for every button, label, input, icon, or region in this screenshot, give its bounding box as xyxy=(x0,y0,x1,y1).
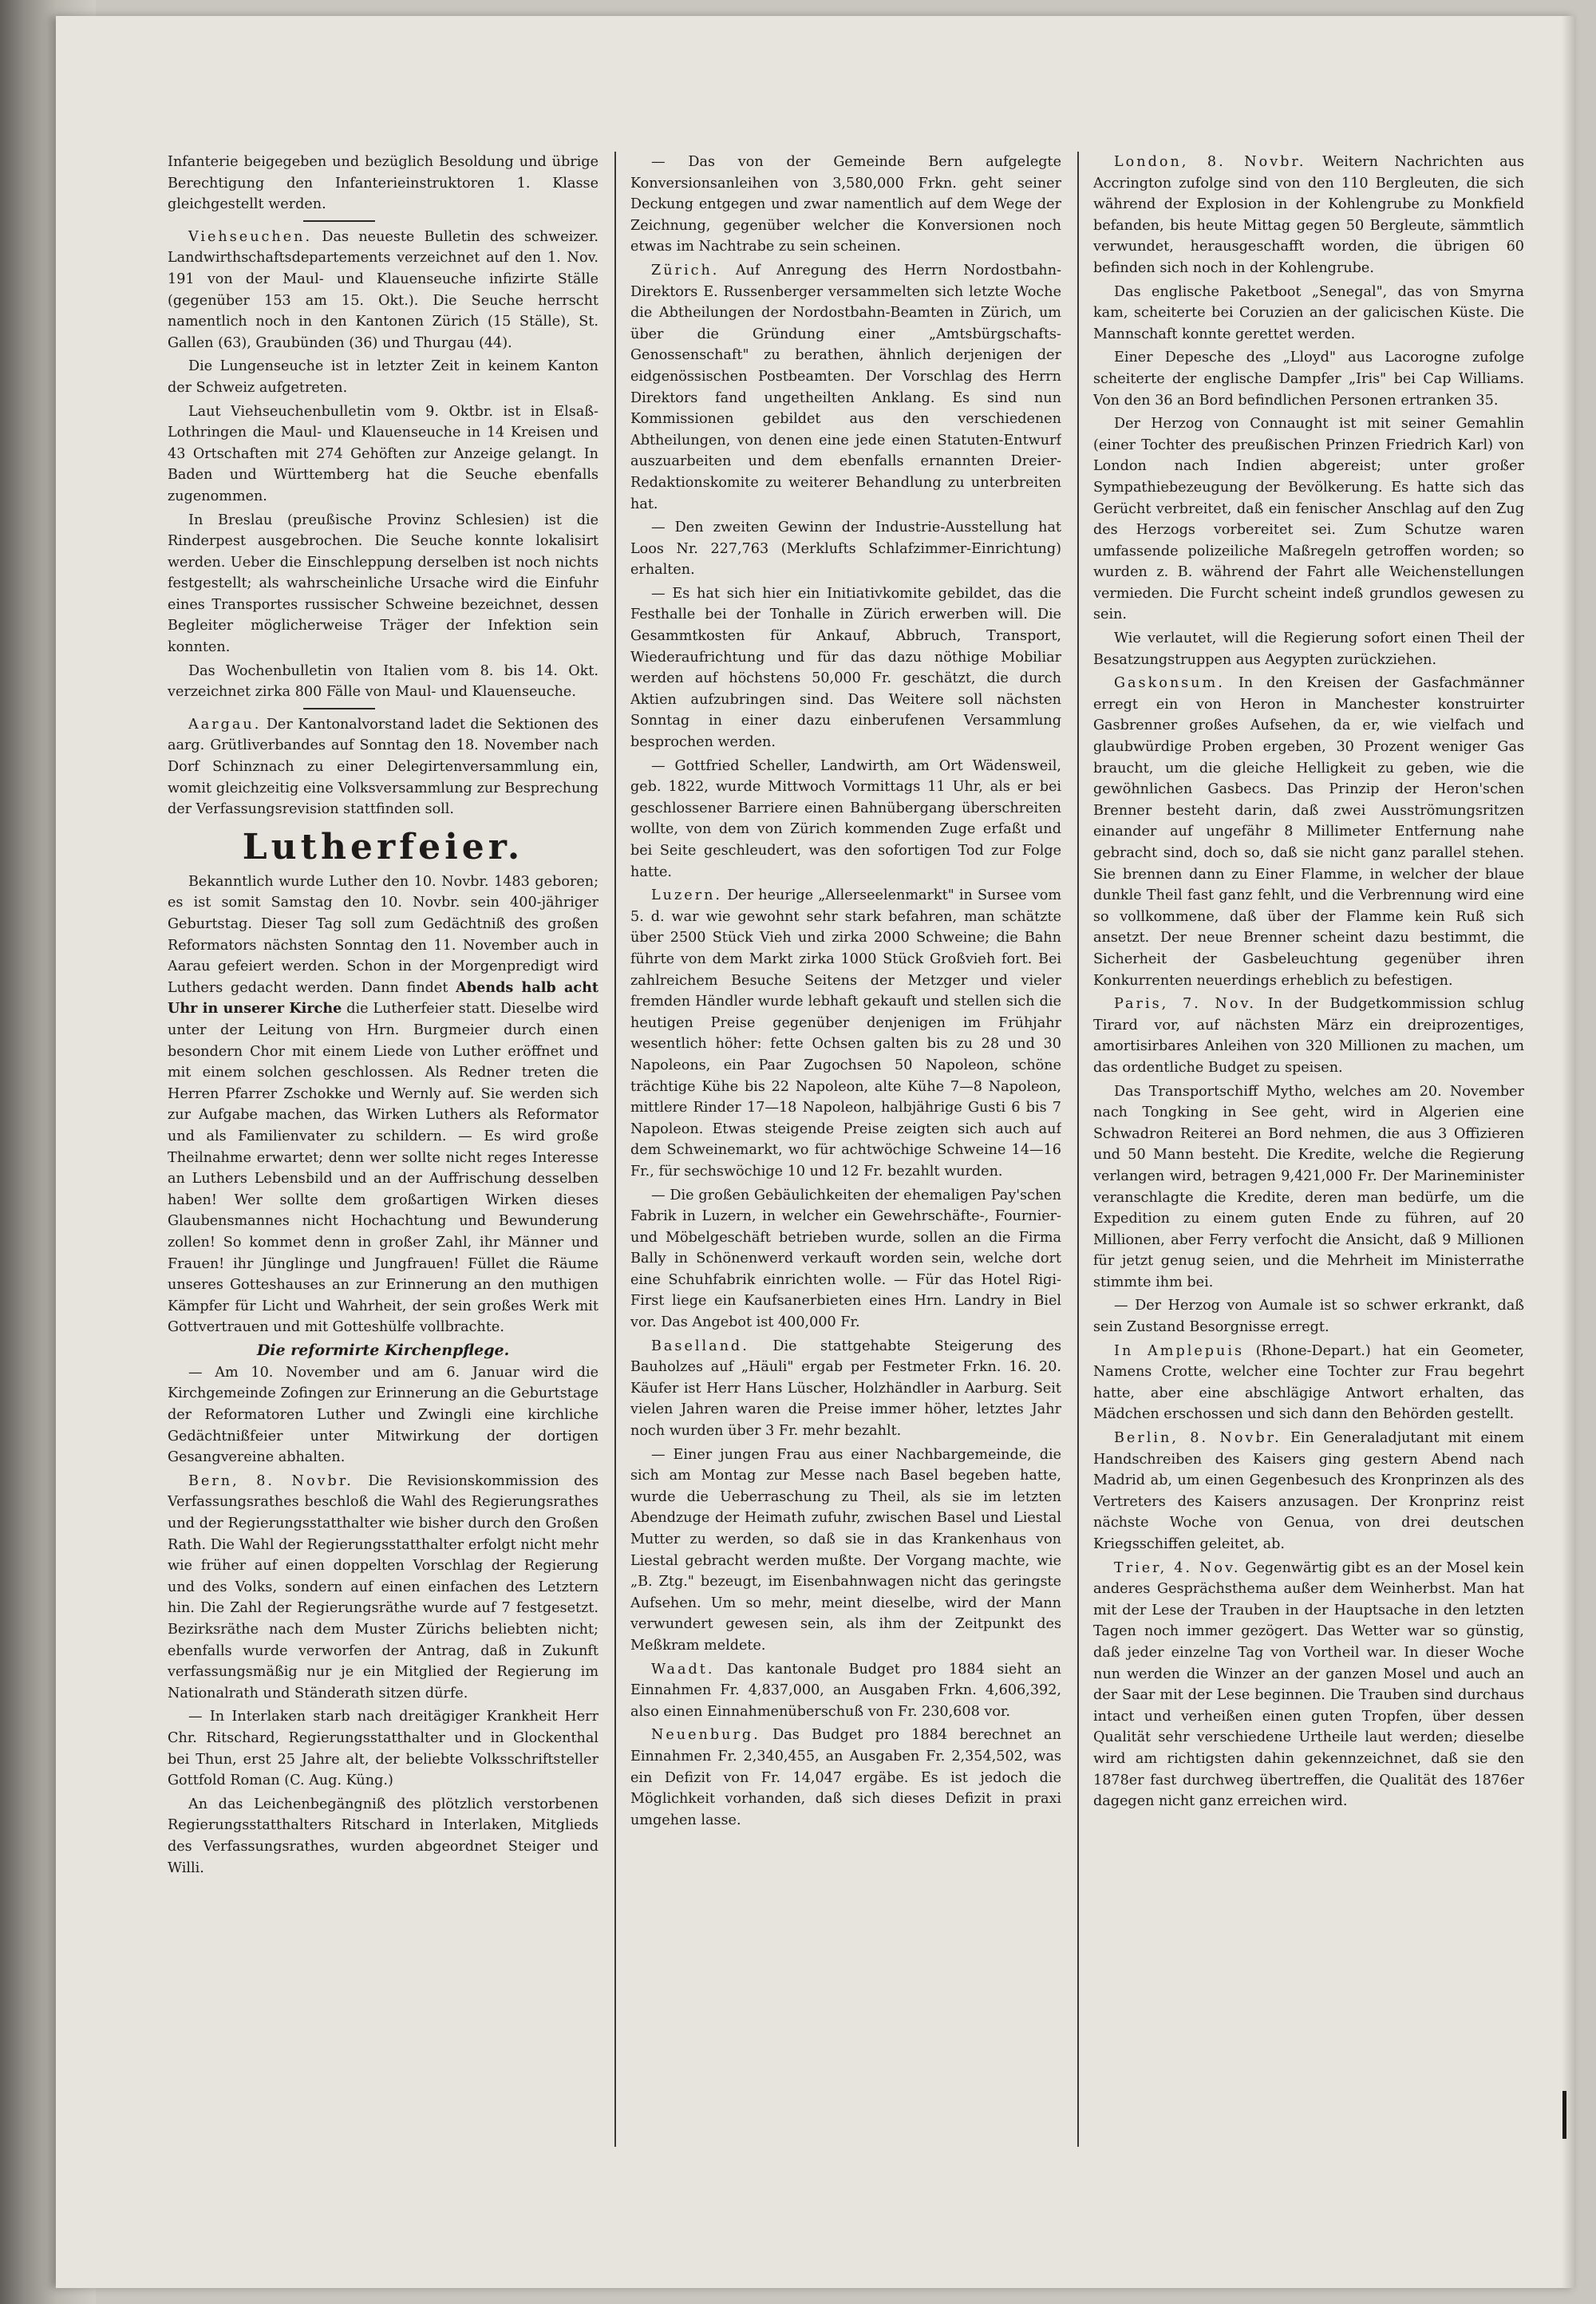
article-text: In den Kreisen der Gasfachmänner erregt ein von Heron in Manchester konstruirter Gasbrenner großes Aufsehen, da er, wie vielfach und glaubwürdige Proben ergeben, 30 Prozent weniger Gas braucht, um die gleiche Helligkeit zu geben, wie die gewöhnlichen Gasbecs. Das Prinzip der Heron'schen Brenner besteht darin, daß zwei Ausströmungsritzen einander auf ungefähr 8 Millimeter Entfernung nahe gebracht sind, doch so, daß sie nicht ganz parallel stehen. Sie brennen dann zu Einer Flamme, in welcher der blaue dunkle Theil fast ganz fehlt, und die Verbrennung wird eine so vollkommene, daß über der Flamme kein Ruß sich ansetzt. Der neue Brenner scheint dazu bestimmt, die Sicherheit der Gasbeleuchtung gegenüber ihren Konkurrenten neuerdings erheblich zu befestigen. xyxy=(1093,675,1524,989)
article-text: Das Budget pro 1884 berechnet an Einnahmen Fr. 2,340,455, an Ausgaben Fr. 2,354,502, was ein Defizit von Fr. 14,047 ergäbe. Es ist jedoch die Möglichkeit vorhanden, daß sich dieses Defizit in praxi umgehen lasse. xyxy=(630,1727,1061,1828)
dateline: Bern, 8. Novbr. xyxy=(188,1472,354,1489)
dateline: Zürich. xyxy=(651,262,720,279)
article-text: Weitern Nachrichten aus Accrington zufolge sind von den 110 Bergleuten, die sich während der Explosion in der Kohlengrube zu Monkfield befanden, bis heute Mittag gegen 50 Bergleute, sämmtlich verwundet, herausgeschafft worden, die übrigen 60 befinden sich noch in der Kohlengrube. xyxy=(1093,154,1524,276)
column-rule-1 xyxy=(614,152,616,2147)
article-italien: Das Wochenbulletin von Italien vom 8. bis 14. Okt. verzeichnet zirka 800 Fälle von Maul- und Klauenseuche. xyxy=(168,662,598,701)
article-text: (Rhone-Depart.) hat ein Geometer, Namens Crotte, welcher eine Tochter zur Frau begehrt hatte, aber eine abschlägige Antwort erhalten, das Mädchen erschossen und sich dann den Behörden gestellt. xyxy=(1093,1342,1524,1423)
article-lutherfeier xyxy=(168,871,598,1338)
article-mytho: Das Transportschiff Mytho, welches am 20. November nach Tongking in See geht, wird in Algerien eine Schwadron Reiterei an Bord nehmen, die aus 3 Offizieren und 50 Mann besteht. Die Kredite, welche die Regierung verlangen wird, betragen 9,421,000 Fr. Der Marineminister veranschlagte die Kredite, deren man bedürfe, um die Expedition zu einem guten Ende zu führen, auf 20 Millionen, aber Ferry verfocht die Ansicht, daß 9 Millionen für jetzt genug seien, und die Mehrheit im Ministerrathe stimmte ihm bei. xyxy=(1093,1083,1524,1290)
article-text: Der Kantonalvorstand ladet die Sektionen des aarg. Grütliverbandes auf Sonntag den 18. November nach Dorf Schinznach zu einer Delegirtenversammlung ein, womit gleichzeitig eine Volksversammlung zur Besprechung der Verfassungsrevision stattfinden soll. xyxy=(168,716,598,818)
article-iris: Einer Depesche des „Lloyd" aus Lacorogne zufolge scheiterte der englische Dampfer „Iris" bei Cap Williams. Von den 36 an Bord befindlichen Personen ertranken 35. xyxy=(1093,350,1524,409)
dateline: Neuenburg. xyxy=(651,1727,760,1744)
article-trier xyxy=(1093,1558,1524,1812)
article-text: Ein Generaladjutant mit einem Handschreiben des Kaisers ging gestern Abend nach Madrid ab, um einen Gegenbesuch des Kronprinzen als des Vertreters des Kaisers anzusagen. Der Kronprinz reist nächste Woche von Genua, von drei deutschen Kriegsschiffen geleitet, ab. xyxy=(1093,1430,1524,1552)
article-paris xyxy=(1093,994,1524,1078)
article-aumale: — Der Herzog von Aumale ist so schwer erkrankt, daß sein Zustand Besorgnisse erregt. xyxy=(1093,1298,1524,1336)
article-text: Gegenwärtig gibt es an der Mosel kein anderes Gesprächsthema außer dem Weinherbst. Man hat mit der Lese der Trauben in der Hauptsache in den letzten Tagen noch immer gezögert. Das Wetter war so günstig, daß jeder einzelne Tag von Vortheil war. In dieser Woche nun werden die Winzer an der ganzen Mosel und auch an der Saar mit der Lese beginnen. Die Trauben sind durchaus intact und verheißen einen guten Tropfen, über dessen Qualität sehr verschiedene Urtheile laut werden; dieselbe wird am richtigsten dahin gekennzeichnet, daß sie den 1878er fast durchweg übertreffen, die Qualität des 1876er dagegen nicht ganz erreichen wird. xyxy=(1093,1559,1524,1810)
article-infanterie: Infanterie beigegeben und bezüglich Besoldung und übrige Berechtigung den Infanterieinstruktoren 1. Klasse gleichgestellt werden. xyxy=(168,154,598,213)
column-2 xyxy=(630,152,1061,2171)
article-viehseuchen xyxy=(168,227,598,354)
article-text: die Lutherfeier statt. Dieselbe wird unter der Leitung von Hrn. Burgmeier durch einen besondern Chor mit einem Liede von Luther eröffnet und mit einem solchen geschlossen. Als Redner treten die Herren Pfarrer Zschokke und Wernly auf. Sie werden sich zur Aufgabe machen, das Wirken Luthers als Reformator und als Familienvater zu schildern. — Es wird große Theilnahme erwartet; denn wer sollte nicht reges Interesse an Luthers Lebensbild und an der Auffrischung desselben haben! Wer sollte dem großartigen Wirken dieses Glaubensmannes nicht Hochachtung und Bewunderung zollen! So kommet denn in großer Zahl, ihr Männer und Frauen! ihr Jünglinge und Jungfrauen! Füllet die Räume unseres Gotteshauses an zur Erinnerung an den muthigen Kämpfer für Licht und Wahrheit, der sein großes Werk mit Gottvertrauen und mit Gotteshülfe vollbrachte. xyxy=(168,1001,598,1336)
article-neuenburg xyxy=(630,1725,1061,1831)
article-connaught: Der Herzog von Connaught ist mit seiner Gemahlin (einer Tochter des preußischen Prinzen Friedrich Karl) von London nach Indien abgereist; unter großer Sympathiebezeugung der Bevölkerung. Es hatte sich das Gerücht verbreitet, daß ein fenischer Anschlag auf den Zug des Herzogs vorbereitet sei. Zum Schutze waren umfassende polizeiliche Maßregeln getroffen worden; so wurden z. B. während der Fahrt alle Weichenstellungen vermieden. Die Furcht scheint indeß grundlos gewesen zu sein. xyxy=(1093,416,1524,623)
dateline: Paris, 7. Nov. xyxy=(1114,996,1256,1013)
article-gewinn: — Den zweiten Gewinn der Industrie-Ausstellung hat Loos Nr. 227,763 (Merklufts Schlafzimmer-Einrichtung) erhalten. xyxy=(630,520,1061,579)
column-rule-2 xyxy=(1077,152,1079,2147)
dateline: London, 8. Novbr. xyxy=(1114,154,1306,170)
dateline: Gaskonsum. xyxy=(1114,675,1225,692)
article-elsass: Laut Viehseuchenbulletin vom 9. Oktbr. ist in Elsaß-Lothringen die Maul- und Klauenseuche in 14 Kreisen und 43 Ortschaften mit 274 Gehöften zur Anzeige gelangt. In Baden und Württemberg hat die Seuche ebenfalls zugenommen. xyxy=(168,403,598,504)
column-3 xyxy=(1093,152,1524,2171)
article-london xyxy=(1093,152,1524,279)
article-zofingen: — Am 10. November und am 6. Januar wird die Kirchgemeinde Zofingen zur Erinnerung an die Geburtstage der Reformatoren Luther und Zwingli eine kirchliche Gedächtnißfeier unter Mitwirkung der dortigen Gesangvereine abhalten. xyxy=(168,1364,598,1466)
dateline: Baselland. xyxy=(651,1338,749,1354)
article-lungenseuche: Die Lungenseuche ist in letzter Zeit in keinem Kanton der Schweiz aufgetreten. xyxy=(168,358,598,396)
margin-ink-mark xyxy=(1562,2091,1566,2139)
dateline: In Amplepuis xyxy=(1114,1342,1244,1359)
sheet-right-shadow xyxy=(1562,16,1576,2288)
dateline: Viehseuchen. xyxy=(188,228,313,245)
article-aargau xyxy=(168,714,598,820)
newspaper-page xyxy=(168,152,1540,2171)
article-text: Die Revisionskommission des Verfassungsrathes beschloß die Wahl des Regierungsrathes und der Regierungsstatthalter wie bisher durch den Großen Rath. Die Wahl der Regierungsstatthalter erfolgt nicht mehr wie früher auf einen doppelten Vorschlag der Regierung und des Volks, sondern auf einen einfachen des Letztern hin. Die Zahl der Regierungsräthe wurde auf 7 festgesetzt. Bezirksräthe nach dem Muster Zürichs beliebten nicht; ebenfalls wurde verworfen der Antrag, daß in Zukunft verfassungsmäßig nur je ein Mitglied der Regierung im Nationalrath und Ständerath sitzen dürfe. xyxy=(168,1472,598,1701)
article-junge-frau: — Einer jungen Frau aus einer Nachbargemeinde, die sich am Montag zur Messe nach Basel begeben hatte, wurde die Ueberraschung zu Theil, als sie im letzten Abendzuge der Heimath zufuhr, zwischen Basel und Liestal Mutter zu werden, so daß sie in das Krankenhaus von Liestal gebracht werden mußte. Der Vorgang machte, wie „B. Ztg." bezeugt, im Eisenbahnwagen nicht das geringste Aufsehen. Um so mehr, meint dieselbe, wird der Mann verwundert gewesen sein, als ihm der Zeitpunkt des Meßkram meldete. xyxy=(630,1446,1061,1654)
heading-lutherfeier: Lutherfeier. xyxy=(242,826,524,867)
article-scheller: — Gottfried Scheller, Landwirth, am Ort Wädensweil, geb. 1822, wurde Mittwoch Vormittags 11 Uhr, als er bei geschlossener Barriere einen Bahnübergang überschreiten wollte, von dem von Zürich kommenden Zuge erfaßt und bei Seite geschleudert, was den sofortigen Tod zur Folge hatte. xyxy=(630,757,1061,880)
dateline: Aargau. xyxy=(188,716,262,733)
article-breslau: In Breslau (preußische Provinz Schlesien) ist die Rinderpest ausgebrochen. Die Seuche konnte lokalisirt werden. Ueber die Einschleppung derselben ist noch nichts festgestellt; als wahrscheinliche Ursache wird die Einfuhr eines Transportes russischer Schweine bezeichnet, dessen Begleiter möglicherweise Träger der Infektion sein konnten. xyxy=(168,512,598,656)
article-text: Auf Anregung des Herrn Nordostbahn-Direktors E. Russenberger versammelten sich letzte Woche die Abtheilungen der Nordostbahn-Beamten in Zürich, um über die Gründung einer „Amtsbürgschafts-Genossenschaft" zu berathen, ähnlich derjenigen der eidgenössischen Postbeamten. Der Vorschlag des Herrn Direktors fand ungetheilten Anklang. Es sind nun Kommissionen gebildet aus den verschiedenen Abtheilungen, von denen eine jede einen Statuten-Entwurf auszuarbeiten und dem ebenfalls ernannten Dreier-Redaktionskomite zu weiterer Behandlung zu unterbreiten hat. xyxy=(630,262,1061,512)
article-konversionsanleihen: — Das von der Gemeinde Bern aufgelegte Konversionsanleihen von 3,580,000 Frkn. geht seiner Deckung entgegen und zwar namentlich auf dem Wege der Zeichnung, gegenüber welcher die Konversionen noch etwas im Nachtrabe zu sein scheinen. xyxy=(630,154,1061,255)
article-zuerich xyxy=(630,260,1061,515)
article-text: Die stattgehabte Steigerung des Bauholzes auf „Häuli" ergab per Festmeter Frkn. 16. 20. Käufer ist Herr Hans Lüscher, Holzhändler in Aarburg. Seit vielen Jahren waren die Preise immer höher, letztes Jahr noch wurden über 3 Fr. mehr bezahlt. xyxy=(630,1338,1061,1440)
signature-kirchenpflege: Die reformirte Kirchenpflege. xyxy=(256,1341,510,1359)
dateline: Luzern. xyxy=(651,887,723,904)
article-luzern xyxy=(630,885,1061,1182)
article-text: Der heurige „Allerseelenmarkt" in Sursee vom 5. d. war wie gewohnt sehr stark befahren, man schätzte über 2500 Stück Vieh und zirka 2000 Schweine; die Bahn führte von dem Markt zirka 1000 Stück Großvieh fort. Bei zahlreichem Besuche Seitens der Metzger und vieler fremden Händler wurde lebhaft gekauft und stellen sich die heutigen Preise gegenüber denjenigen im Frühjahr wesentlich höher: fette Ochsen galten bis zu 28 und 30 Napoleons, ein Paar Zugochsen 50 Napoleon, schöne trächtige Kühe bis 22 Napoleon, alte Kühe 7—8 Napoleon, mittlere Rinder 17—18 Napoleon, halbjährige Gusti 6 bis 7 Napoleon. Etwas steigende Preise zeigten sich auch auf dem Schweinemarkt, wo für achtwöchige Schweine 14—16 Fr., für sechswöchige 10 und 12 Fr. bezahlt wurden. xyxy=(630,887,1061,1180)
article-berlin xyxy=(1093,1428,1524,1555)
article-amplepuis xyxy=(1093,1341,1524,1425)
article-aegypten: Wie verlautet, will die Regierung sofort einen Theil der Besatzungstruppen aus Aegypten zurückziehen. xyxy=(1093,630,1524,668)
article-festhalle: — Es hat sich hier ein Initiativkomite gebildet, das die Festhalle bei der Tonhalle in Zürich erwerben will. Die Gesammtkosten für Ankauf, Abbruch, Transport, Wiederaufrichtung und für das dazu nöthige Mobiliar werden auf höchstens 50,000 Fr. geschätzt, die durch Aktien aufzubringen sind. Das Weitere soll nächsten Sonntag in einer dazu einberufenen Versammlung besprochen werden. xyxy=(630,585,1061,751)
dateline: Trier, 4. Nov. xyxy=(1114,1559,1241,1576)
article-text: Das neueste Bulletin des schweizer. Landwirthschaftsdepartements verzeichnet auf den 1. Nov. 191 von der Maul- und Klauenseuche infizirte Ställe (gegenüber 153 am 15. Okt.). Die Seuche herrscht namentlich noch in den Kantonen Zürich (15 Ställe), St. Gallen (63), Graubünden (36) und Thurgau (44). xyxy=(168,228,598,351)
article-gaskonsum xyxy=(1093,673,1524,991)
article-text: Bekanntlich wurde Luther den 10. Novbr. 1483 geboren; es ist somit Samstag den 10. Novbr. sein 400-jähriger Geburtstag. Dieser Tag soll zum Gedächtniß des großen Reformators nächsten Sonntag den 11. November auch in Aarau gefeiert werden. Schon in der Morgenpredigt wird Luthers gedacht werden. Dann findet xyxy=(168,873,598,996)
dateline: Waadt. xyxy=(651,1661,715,1678)
article-interlaken: — In Interlaken starb nach dreitägiger Krankheit Herr Chr. Ritschard, Regierungsstatthalter und in Glockenthal bei Thun, erst 25 Jahre alt, der beliebte Volksschriftsteller Gottfold Roman (C. Aug. Küng.) xyxy=(168,1709,598,1789)
article-bern xyxy=(168,1471,598,1705)
dateline: Berlin, 8. Novbr. xyxy=(1114,1430,1282,1447)
article-text: In der Budgetkommission schlug Tirard vor, auf nächsten März ein dreiprozentiges, amortisirbares Anleihen von 320 Millionen zu machen, um das ordentliche Budget zu speisen. xyxy=(1093,996,1524,1076)
separator xyxy=(303,708,375,709)
article-baselland xyxy=(630,1336,1061,1442)
article-leichenbegaengniss: An das Leichenbegängniß des plötzlich verstorbenen Regierungsstatthalters Ritschard in Interlaken, Mitglieds des Verfassungsrathes, wurden abgeordnet Steiger und Willi. xyxy=(168,1796,598,1876)
article-senegal: Das englische Paketboot „Senegal", das von Smyrna kam, scheiterte bei Coruzien an der galicischen Küste. Die Mannschaft konnte gerettet werden. xyxy=(1093,283,1524,342)
article-text: Das kantonale Budget pro 1884 sieht an Einnahmen Fr. 4,837,000, an Ausgaben Frkn. 4,606,392, also einen Einnahmenüberschuß von Fr. 230,608 vor. xyxy=(630,1661,1061,1720)
separator xyxy=(303,220,375,222)
column-1 xyxy=(168,152,598,2171)
article-fabrik: — Die großen Gebäulichkeiten der ehemaligen Pay'schen Fabrik in Luzern, in welcher ein Gewehrschäfte-, Fournier- und Möbelgeschäft betrieben wurde, sollen an die Firma Bally in Schönenwerd verkauft worden sein, welche dort eine Schuhfabrik einrichten wolle. — Für das Hotel Rigi-First liege ein Kaufsanerbieten eines Hrn. Landry in Biel vor. Das Angebot ist 400,000 Fr. xyxy=(630,1187,1061,1331)
article-waadt xyxy=(630,1659,1061,1723)
article-emphasis: Abends halb acht Uhr in unserer Kirche xyxy=(168,978,598,1018)
